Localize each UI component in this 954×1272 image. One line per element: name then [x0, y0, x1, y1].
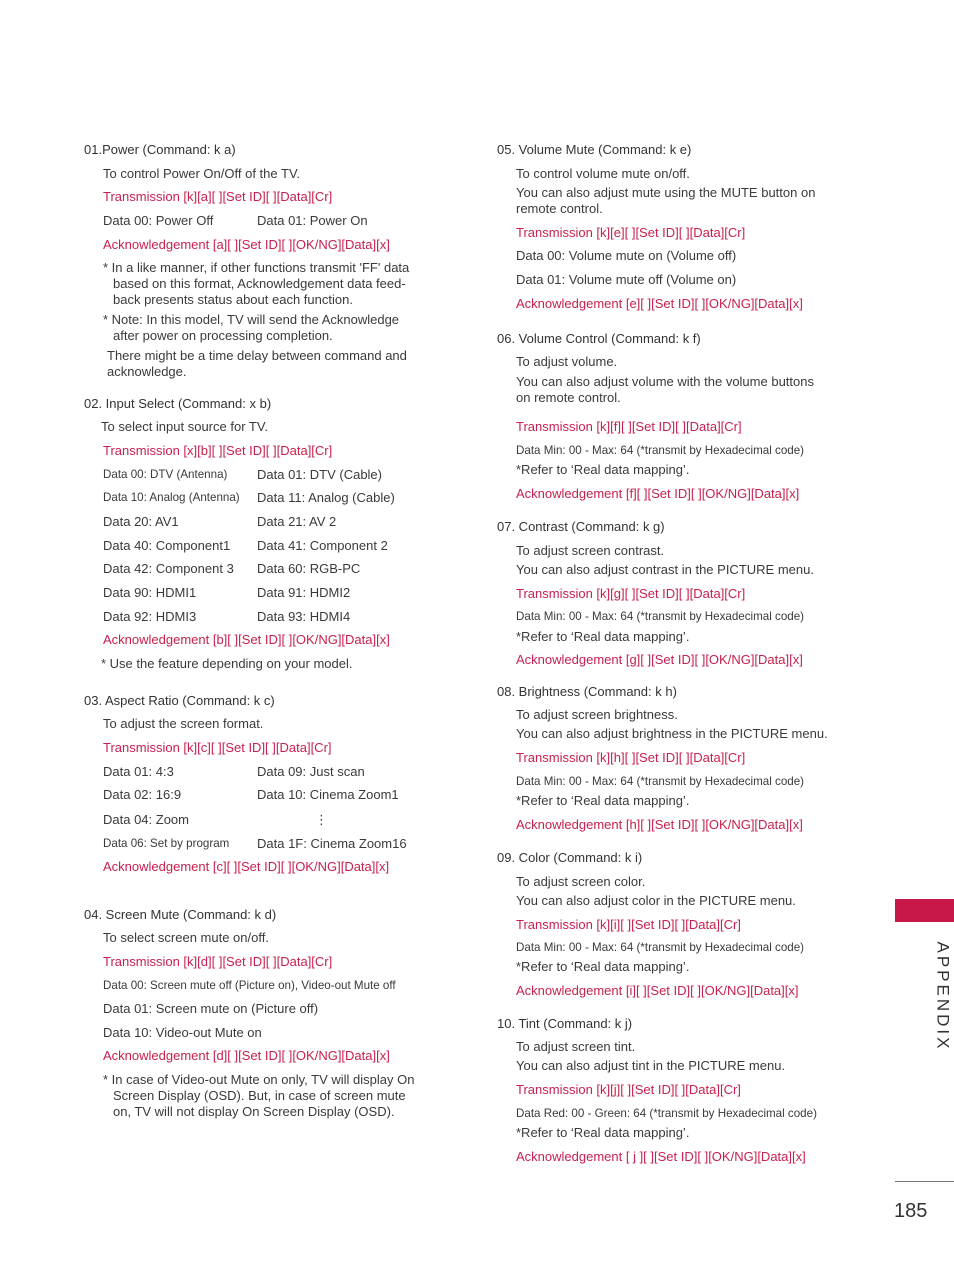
command-format: Acknowledgement [ j ][ ][Set ID][ ][OK/NG][Data][x] — [516, 1149, 806, 1164]
data-value: Data 09: Just scan — [257, 764, 365, 779]
page-number: 185 — [894, 1200, 928, 1222]
description-text: Data Min: 00 - Max: 64 (*transmit by Hexadecimal code) — [516, 444, 805, 457]
note-text: based on this format, Acknowledgement data feed- — [113, 276, 406, 291]
command-format: Acknowledgement [d][ ][Set ID][ ][OK/NG][Data][x] — [103, 1048, 390, 1063]
appendix-tab — [895, 899, 954, 922]
note-text: acknowledge. — [107, 364, 187, 379]
command-format: Acknowledgement [c][ ][Set ID][ ][OK/NG][Data][x] — [103, 859, 390, 874]
data-value: Data 06: Set by program — [103, 837, 230, 850]
command-format: Acknowledgement [g][ ][Set ID][ ][OK/NG][Data][x] — [516, 652, 803, 667]
command-format: Acknowledgement [f][ ][Set ID][ ][OK/NG][Data][x] — [516, 486, 800, 501]
description-text: remote control. — [516, 201, 603, 216]
section-heading: 08. Brightness (Command: k h) — [497, 684, 677, 699]
data-value: Data 90: HDMI1 — [103, 585, 197, 600]
section-heading: 10. Tint (Command: k j) — [497, 1016, 633, 1031]
description-text: Data Min: 00 - Max: 64 (*transmit by Hexadecimal code) — [516, 775, 805, 788]
command-format: Transmission [k][d][ ][Set ID][ ][Data][Cr] — [103, 954, 333, 969]
description-text: You can also adjust tint in the PICTURE menu. — [516, 1058, 786, 1073]
note-text: There might be a time delay between command and — [107, 348, 407, 363]
description-text: *Refer to ‘Real data mapping’. — [516, 629, 690, 644]
description-text: To adjust the screen format. — [103, 716, 264, 731]
data-value: Data 01: 4:3 — [103, 764, 174, 779]
description-text: Data 01: Volume mute off (Volume on) — [516, 272, 737, 287]
command-format: Acknowledgement [a][ ][Set ID][ ][OK/NG][Data][x] — [103, 237, 390, 252]
data-value: Data 60: RGB-PC — [257, 561, 361, 576]
section-heading: 07. Contrast (Command: k g) — [497, 519, 665, 534]
data-value: Data 42: Component 3 — [103, 561, 234, 576]
note-text: back presents status about each function. — [113, 292, 353, 307]
data-value: Data 11: Analog (Cable) — [257, 490, 395, 505]
command-format: Acknowledgement [h][ ][Set ID][ ][OK/NG][Data][x] — [516, 817, 803, 832]
command-format: Transmission [k][f][ ][Set ID][ ][Data][Cr] — [516, 419, 742, 434]
description-text: Data Min: 00 - Max: 64 (*transmit by Hexadecimal code) — [516, 941, 805, 954]
description-text: Data Red: 00 - Green: 64 (*transmit by Hexadecimal code) — [516, 1107, 817, 1120]
data-value: Data 00: Power Off — [103, 213, 214, 228]
command-format: Transmission [k][a][ ][Set ID][ ][Data][Cr] — [103, 189, 333, 204]
section-heading: 03. Aspect Ratio (Command: k c) — [84, 693, 275, 708]
description-text: To control Power On/Off of the TV. — [103, 166, 301, 181]
description-text: on remote control. — [516, 390, 621, 405]
data-value: Data 91: HDMI2 — [257, 585, 351, 600]
data-value: Data 41: Component 2 — [257, 538, 388, 553]
section-heading: 05. Volume Mute (Command: k e) — [497, 142, 692, 157]
data-value: Data 20: AV1 — [103, 514, 179, 529]
description-text: You can also adjust contrast in the PICTURE menu. — [516, 562, 814, 577]
command-format: Acknowledgement [e][ ][Set ID][ ][OK/NG][Data][x] — [516, 296, 803, 311]
data-value: Data 21: AV 2 — [257, 514, 337, 529]
description-text: To select screen mute on/off. — [103, 930, 269, 945]
section-heading: 02. Input Select (Command: x b) — [84, 396, 272, 411]
data-value: Data 00: DTV (Antenna) — [103, 468, 228, 481]
data-value: Data 10: Cinema Zoom1 — [257, 787, 399, 802]
data-value: Data 40: Component1 — [103, 538, 231, 553]
command-format: Transmission [k][c][ ][Set ID][ ][Data][Cr] — [103, 740, 332, 755]
description-text: To adjust volume. — [516, 354, 618, 369]
data-value: Data 01: DTV (Cable) — [257, 467, 382, 482]
description-text: Data 10: Video-out Mute on — [103, 1025, 262, 1040]
description-text: Data 00: Screen mute off (Picture on), Video-out Mute off — [103, 979, 396, 992]
section-heading: 06. Volume Control (Command: k f) — [497, 331, 701, 346]
description-text: Data Min: 00 - Max: 64 (*transmit by Hexadecimal code) — [516, 610, 805, 623]
command-format: Transmission [k][i][ ][Set ID][ ][Data][Cr] — [516, 917, 741, 932]
note-text: * In a like manner, if other functions transmit 'FF' data — [103, 260, 410, 275]
section-heading: 04. Screen Mute (Command: k d) — [84, 907, 277, 922]
description-text: You can also adjust mute using the MUTE button on — [516, 185, 816, 200]
page-number-rule — [895, 1181, 954, 1182]
data-value: Data 10: Analog (Antenna) — [103, 491, 240, 504]
description-text: To adjust screen contrast. — [516, 543, 665, 558]
description-text: *Refer to ‘Real data mapping’. — [516, 462, 690, 477]
command-format: Acknowledgement [i][ ][Set ID][ ][OK/NG][Data][x] — [516, 983, 799, 998]
description-text: *Refer to ‘Real data mapping’. — [516, 959, 690, 974]
description-text: To adjust screen tint. — [516, 1039, 636, 1054]
description-text: Data 01: Screen mute on (Picture off) — [103, 1001, 319, 1016]
description-text: You can also adjust brightness in the PICTURE menu. — [516, 726, 828, 741]
description-text: To select input source for TV. — [101, 419, 268, 434]
data-value: Data 1F: Cinema Zoom16 — [257, 836, 407, 851]
description-text: You can also adjust color in the PICTURE menu. — [516, 893, 796, 908]
data-value: Data 02: 16:9 — [103, 787, 182, 802]
data-value: ⋮ — [315, 812, 328, 827]
description-text: *Refer to ‘Real data mapping’. — [516, 1125, 690, 1140]
description-text: Data 00: Volume mute on (Volume off) — [516, 248, 737, 263]
description-text: *Refer to ‘Real data mapping’. — [516, 793, 690, 808]
description-text: To adjust screen brightness. — [516, 707, 678, 722]
data-value: Data 93: HDMI4 — [257, 609, 351, 624]
note-text: * In case of Video-out Mute on only, TV will display On — [103, 1072, 415, 1087]
description-text: To adjust screen color. — [516, 874, 646, 889]
command-format: Transmission [k][e][ ][Set ID][ ][Data][Cr] — [516, 225, 746, 240]
command-format: Transmission [k][h][ ][Set ID][ ][Data][Cr] — [516, 750, 746, 765]
section-heading: 01.Power (Command: k a) — [84, 142, 236, 157]
description-text: To control volume mute on/off. — [516, 166, 690, 181]
note-text: on, TV will not display On Screen Display (OSD). — [113, 1104, 395, 1119]
note-text: after power on processing completion. — [113, 328, 333, 343]
section-heading: 09. Color (Command: k i) — [497, 850, 643, 865]
appendix-label: APPENDIX — [933, 941, 953, 1052]
command-format: Transmission [k][j][ ][Set ID][ ][Data][Cr] — [516, 1082, 741, 1097]
data-value: Data 92: HDMI3 — [103, 609, 197, 624]
note-text: * Note: In this model, TV will send the Acknowledge — [103, 312, 400, 327]
description-text: You can also adjust volume with the volume buttons — [516, 374, 814, 389]
data-value: Data 04: Zoom — [103, 812, 189, 827]
command-format: Transmission [x][b][ ][Set ID][ ][Data][Cr] — [103, 443, 333, 458]
note-text: * Use the feature depending on your model. — [101, 656, 353, 671]
command-format: Transmission [k][g][ ][Set ID][ ][Data][Cr] — [516, 586, 746, 601]
note-text: Screen Display (OSD). But, in case of screen mute — [113, 1088, 406, 1103]
command-format: Acknowledgement [b][ ][Set ID][ ][OK/NG][Data][x] — [103, 632, 390, 647]
data-value: Data 01: Power On — [257, 213, 368, 228]
